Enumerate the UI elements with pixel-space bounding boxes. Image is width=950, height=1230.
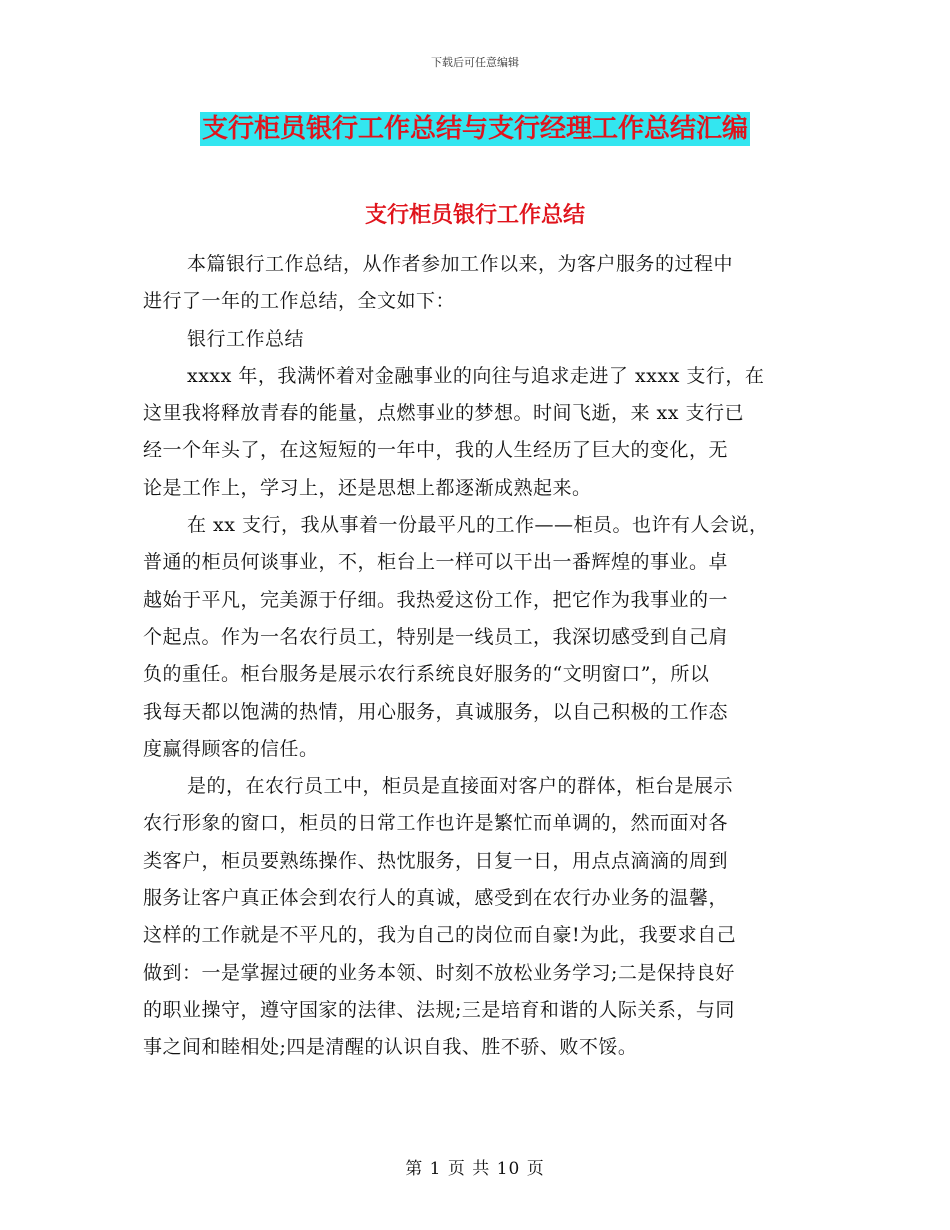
text-line: 这样的工作就是不平凡的，我为自己的岗位而自豪!为此，我要求自己 <box>143 924 737 947</box>
page-footer: 第 1 页 共 10 页 <box>405 1159 545 1179</box>
text-line: 经一个年头了，在这短短的一年中，我的人生经历了巨大的变化，无 <box>143 439 729 462</box>
text-line: 度赢得顾客的信任。 <box>143 737 319 760</box>
text-line: 事之间和睦相处;四是清醒的认识自我、胜不骄、败不馁。 <box>143 1036 638 1059</box>
text-line: 进行了一年的工作总结，全文如下： <box>143 290 456 313</box>
text-line: 论是工作上，学习上，还是思想上都逐渐成熟起来。 <box>143 476 592 499</box>
text-line: 做到：一是掌握过硬的业务本领、时刻不放松业务学习;二是保持良好 <box>143 961 735 984</box>
text-line: 银行工作总结 <box>187 327 305 350</box>
text-line: 是的，在农行员工中，柜员是直接面对客户的群体，柜台是展示 <box>187 775 734 798</box>
body-text <box>143 246 811 1067</box>
text-line: 越始于平凡，完美源于仔细。我热爱这份工作，把它作为我事业的一 <box>143 588 729 611</box>
section-title: 支行柜员银行工作总结 <box>364 203 585 228</box>
doc-title: 支行柜员银行工作总结与支行经理工作总结汇编 <box>201 114 748 144</box>
header-note: 下载后可任意编辑 <box>431 56 519 69</box>
text-line: 本篇银行工作总结，从作者参加工作以来，为客户服务的过程中 <box>187 253 734 275</box>
text-line: 普通的柜员何谈事业，不，柜台上一样可以干出一番辉煌的事业。卓 <box>143 551 729 574</box>
doc-title-wrap <box>0 112 950 146</box>
text-line: 我每天都以饱满的热情，用心服务，真诚服务，以自己积极的工作态 <box>143 700 729 723</box>
text-line: 农行形象的窗口，柜员的日常工作也许是繁忙而单调的，然而面对各 <box>143 812 729 835</box>
text-line: 负的重任。柜台服务是展示农行系统良好服务的“文明窗口”，所以 <box>143 663 710 686</box>
text-line: 在 xx 支行，我从事着一份最平凡的工作——柜员。也许有人会说， <box>187 514 769 537</box>
text-line: 的职业操守，遵守国家的法律、法规;三是培育和谐的人际关系，与同 <box>143 998 735 1021</box>
text-line: xxxx 年，我满怀着对金融事业的向往与追求走进了 xxxx 支行，在 <box>187 364 765 387</box>
text-line: 个起点。作为一名农行员工，特别是一线员工，我深切感受到自己肩 <box>143 625 729 648</box>
text-line: 服务让客户真正体会到农行人的真诚，感受到在农行办业务的温馨， <box>143 887 729 910</box>
text-line: 类客户，柜员要熟练操作、热忱服务，日复一日，用点点滴滴的周到 <box>143 849 729 872</box>
text-line: 这里我将释放青春的能量，点燃事业的梦想。时间飞逝，来 xx 支行已 <box>143 402 745 425</box>
